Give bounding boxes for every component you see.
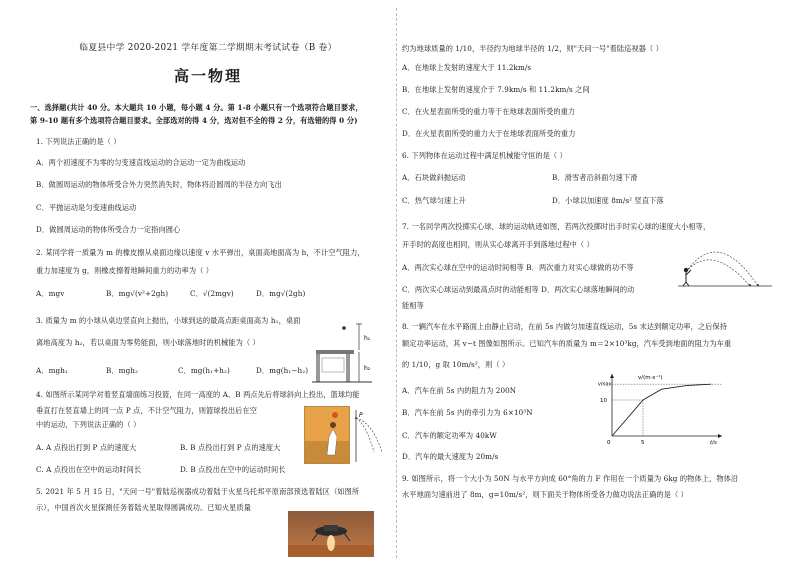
q7-throw-figure bbox=[678, 232, 772, 292]
chart-xtick-5: 5 bbox=[641, 440, 645, 446]
q3-option-b: B．mgh₂ bbox=[106, 366, 138, 375]
q1-option-c: C．平抛运动是匀变速曲线运动 bbox=[36, 203, 137, 212]
q7-option-d-cont: 能相等 bbox=[402, 301, 424, 310]
q5-stem-line3: 约为地球质量的 1/10，半径约为地球半径的 1/2，则"天问一号"着陆巡视器（ ） bbox=[402, 44, 664, 53]
chart-xtick-0: 0 bbox=[607, 440, 611, 446]
q6-option-b: B．滑雪者沿斜面匀速下滑 bbox=[552, 173, 638, 182]
left-column bbox=[30, 0, 390, 562]
chart-xlabel: t/s bbox=[710, 440, 717, 446]
q5-option-b: B．在地球上发射的速度介于 7.9km/s 和 11.2km/s 之间 bbox=[402, 85, 590, 94]
q2-stem-line1: 2. 某同学将一质量为 m 的橡皮擦从桌面边缘以速度 v 水平弹出，桌面高地面高为 h，不计空气阻力， bbox=[36, 248, 365, 257]
q4-option-a: A. A 点投出打到 P 点的速度大 bbox=[36, 443, 137, 452]
q1-stem: 1. 下列说法正确的是（ ） bbox=[36, 137, 121, 146]
q2-option-d: D．mg√(2gh) bbox=[256, 289, 306, 298]
q9-stem-line2: 水平地面匀速前进了 8m，g=10m/s²，则下面关于物体所受各力做功说法正确的是（ ） bbox=[402, 490, 688, 499]
q5-option-d: D．在火星表面所受的重力大于在地球表面所受的重力 bbox=[402, 129, 576, 138]
q5-option-c: C．在火星表面所受的重力等于在地球表面所受的重力 bbox=[402, 107, 576, 116]
q4-option-c: C. A 点投出在空中的运动时间长 bbox=[36, 465, 142, 474]
chart-series-line bbox=[612, 384, 711, 436]
q8-option-d: D．汽车的最大速度为 20m/s bbox=[402, 452, 499, 461]
q2-stem-line2: 重力加速度为 g，则橡皮擦着地瞬间重力的功率为（ ） bbox=[36, 266, 214, 275]
section1-line1: 一、选择题(共计 40 分。本大题共 10 小题，每小题 4 分。第 1-8 小题只有一个选项符合题目要求， bbox=[30, 103, 363, 112]
q8-stem-line3: 的 1/10，g 取 10m/s²，则（ ） bbox=[402, 360, 510, 369]
chart-ytick-10: 10 bbox=[600, 398, 607, 404]
q4-basketball-photo bbox=[304, 406, 350, 464]
q1-option-b: B．做圆周运动的物体所受合外力突然消失时，物体将沿圆周的半径方向飞出 bbox=[36, 180, 282, 189]
q2-option-c: C．√(2mgv) bbox=[190, 289, 234, 298]
q3-label-h2: h₂ bbox=[364, 365, 371, 372]
q8-stem-line1: 8. 一辆汽车在水平路面上由静止启动，在前 5s 内做匀加速直线运动，5s 末达到额定功率，之后保持 bbox=[402, 322, 728, 331]
q7-stem-line2: 开手时的高度也相同，则从实心球离开手到落地过程中（ ） bbox=[402, 240, 594, 249]
q4-label-p: P bbox=[359, 412, 363, 419]
column-divider bbox=[396, 8, 397, 558]
q6-stem: 6. 下列物体在运动过程中满足机械能守恒的是（ ） bbox=[402, 151, 567, 160]
q8-option-a: A．汽车在前 5s 内的阻力为 200N bbox=[402, 386, 517, 395]
q8-vt-chart bbox=[598, 370, 728, 446]
q3-option-c: C．mg(h₁+h₂) bbox=[178, 366, 230, 375]
q9-stem-line1: 9. 如图所示，将一个大小为 50N 与水平方向成 60°角的力 F 作用在一个质量为 6kg 的物体上，物体沿 bbox=[402, 474, 739, 483]
q4-stem-line1: 4. 如图所示某同学对着竖直墙面练习投篮，在同一高度的 A、B 两点先后将球斜向上投出，篮球均能 bbox=[36, 390, 360, 399]
q4-trajectory-figure bbox=[352, 408, 386, 464]
q2-option-a: A．mgv bbox=[36, 289, 65, 298]
q8-option-b: B．汽车在前 5s 内的牵引力为 6×10³N bbox=[402, 408, 533, 417]
q5-stem-line1: 5. 2021 年 5 月 15 日，"天问一号"着陆巡视器成功着陆于火星乌托邦平原南部预选着陆区（如图所 bbox=[36, 487, 360, 496]
q1-option-d: D．做圆周运动的物体所受合力一定指向圆心 bbox=[36, 225, 181, 234]
q3-option-a: A．mgh₁ bbox=[36, 366, 68, 375]
q4-stem-line2: 垂直打在竖直墙上的同一点 P 点，不计空气阻力，则篮球投出后在空 bbox=[36, 406, 258, 415]
q5-lander-photo bbox=[288, 511, 374, 557]
q5-option-a: A．在地球上发射的速度大于 11.2km/s bbox=[402, 63, 532, 72]
q8-option-c: C．汽车的额定功率为 40kW bbox=[402, 431, 497, 440]
q7-option-c-d: C．两次实心球运动到最高点时的动能相等 D．两次实心球落地瞬间的动 bbox=[402, 285, 635, 294]
right-column bbox=[402, 0, 772, 562]
exam-title: 临夏县中学 2020-2021 学年度第二学期期末考试试卷（B 卷） bbox=[79, 43, 337, 53]
q4-option-b: B. B 点投出打到 P 点的速度大 bbox=[180, 443, 281, 452]
q3-label-h1: h₁ bbox=[364, 335, 371, 342]
q6-option-a: A．石块做斜抛运动 bbox=[402, 173, 466, 182]
q2-option-b: B．mg√(v²+2gh) bbox=[106, 289, 169, 298]
q1-option-a: A．两个初速度不为零的匀变速直线运动的合运动一定为曲线运动 bbox=[36, 158, 246, 167]
subject-title: 高一物理 bbox=[173, 67, 242, 85]
q6-option-d: D．小球以加速度 8m/s² 竖直下落 bbox=[552, 196, 664, 205]
section1-line2: 第 9-10 题有多个选项符合题目要求。全部选对的得 4 分，选对但不全的得 2 分，有选错的得 0 分) bbox=[30, 116, 358, 125]
chart-vmax-label: vmax bbox=[598, 382, 612, 388]
q6-option-c: C．热气球匀速上升 bbox=[402, 196, 466, 205]
q7-option-a-b: A．两次实心球在空中的运动时间相等 B．两次重力对实心球做的功不等 bbox=[402, 263, 634, 272]
q3-stem-line1: 3. 质量为 m 的小球从桌边竖直向上抛出，小球到达的最高点距桌面高为 h₁，桌面 bbox=[36, 316, 301, 325]
chart-y-arrow bbox=[610, 374, 614, 378]
q7-stem-line1: 7. 一名同学两次投掷实心球，球的运动轨迹如图，若两次投掷时出手时实心球的速度大小相等， bbox=[402, 222, 711, 231]
q5-stem-line2: 示），中国首次火星探测任务着陆火星取得圆满成功。已知火星质量 bbox=[36, 503, 252, 512]
q3-table-figure bbox=[312, 320, 388, 388]
q8-stem-line2: 额定功率运动，其 v−t 图像如图所示。已知汽车的质量为 m＝2×10³kg，汽车受到地面的阻力为车重 bbox=[402, 339, 732, 348]
q3-stem-line2: 离地高度为 h₂，若以桌面为零势能面，则小球落地时的机械能为（ ） bbox=[36, 338, 260, 347]
q4-option-d: D. B 点投出在空中的运动时间长 bbox=[180, 465, 286, 474]
q3-option-d: D．mg(h₁−h₂) bbox=[256, 366, 309, 375]
chart-x-arrow bbox=[718, 434, 722, 438]
q4-stem-line3: 中的运动，下列说法正确的（ ） bbox=[36, 420, 141, 429]
chart-guide-lines bbox=[612, 384, 722, 436]
chart-ylabel: v/(m·s⁻¹) bbox=[638, 375, 663, 381]
